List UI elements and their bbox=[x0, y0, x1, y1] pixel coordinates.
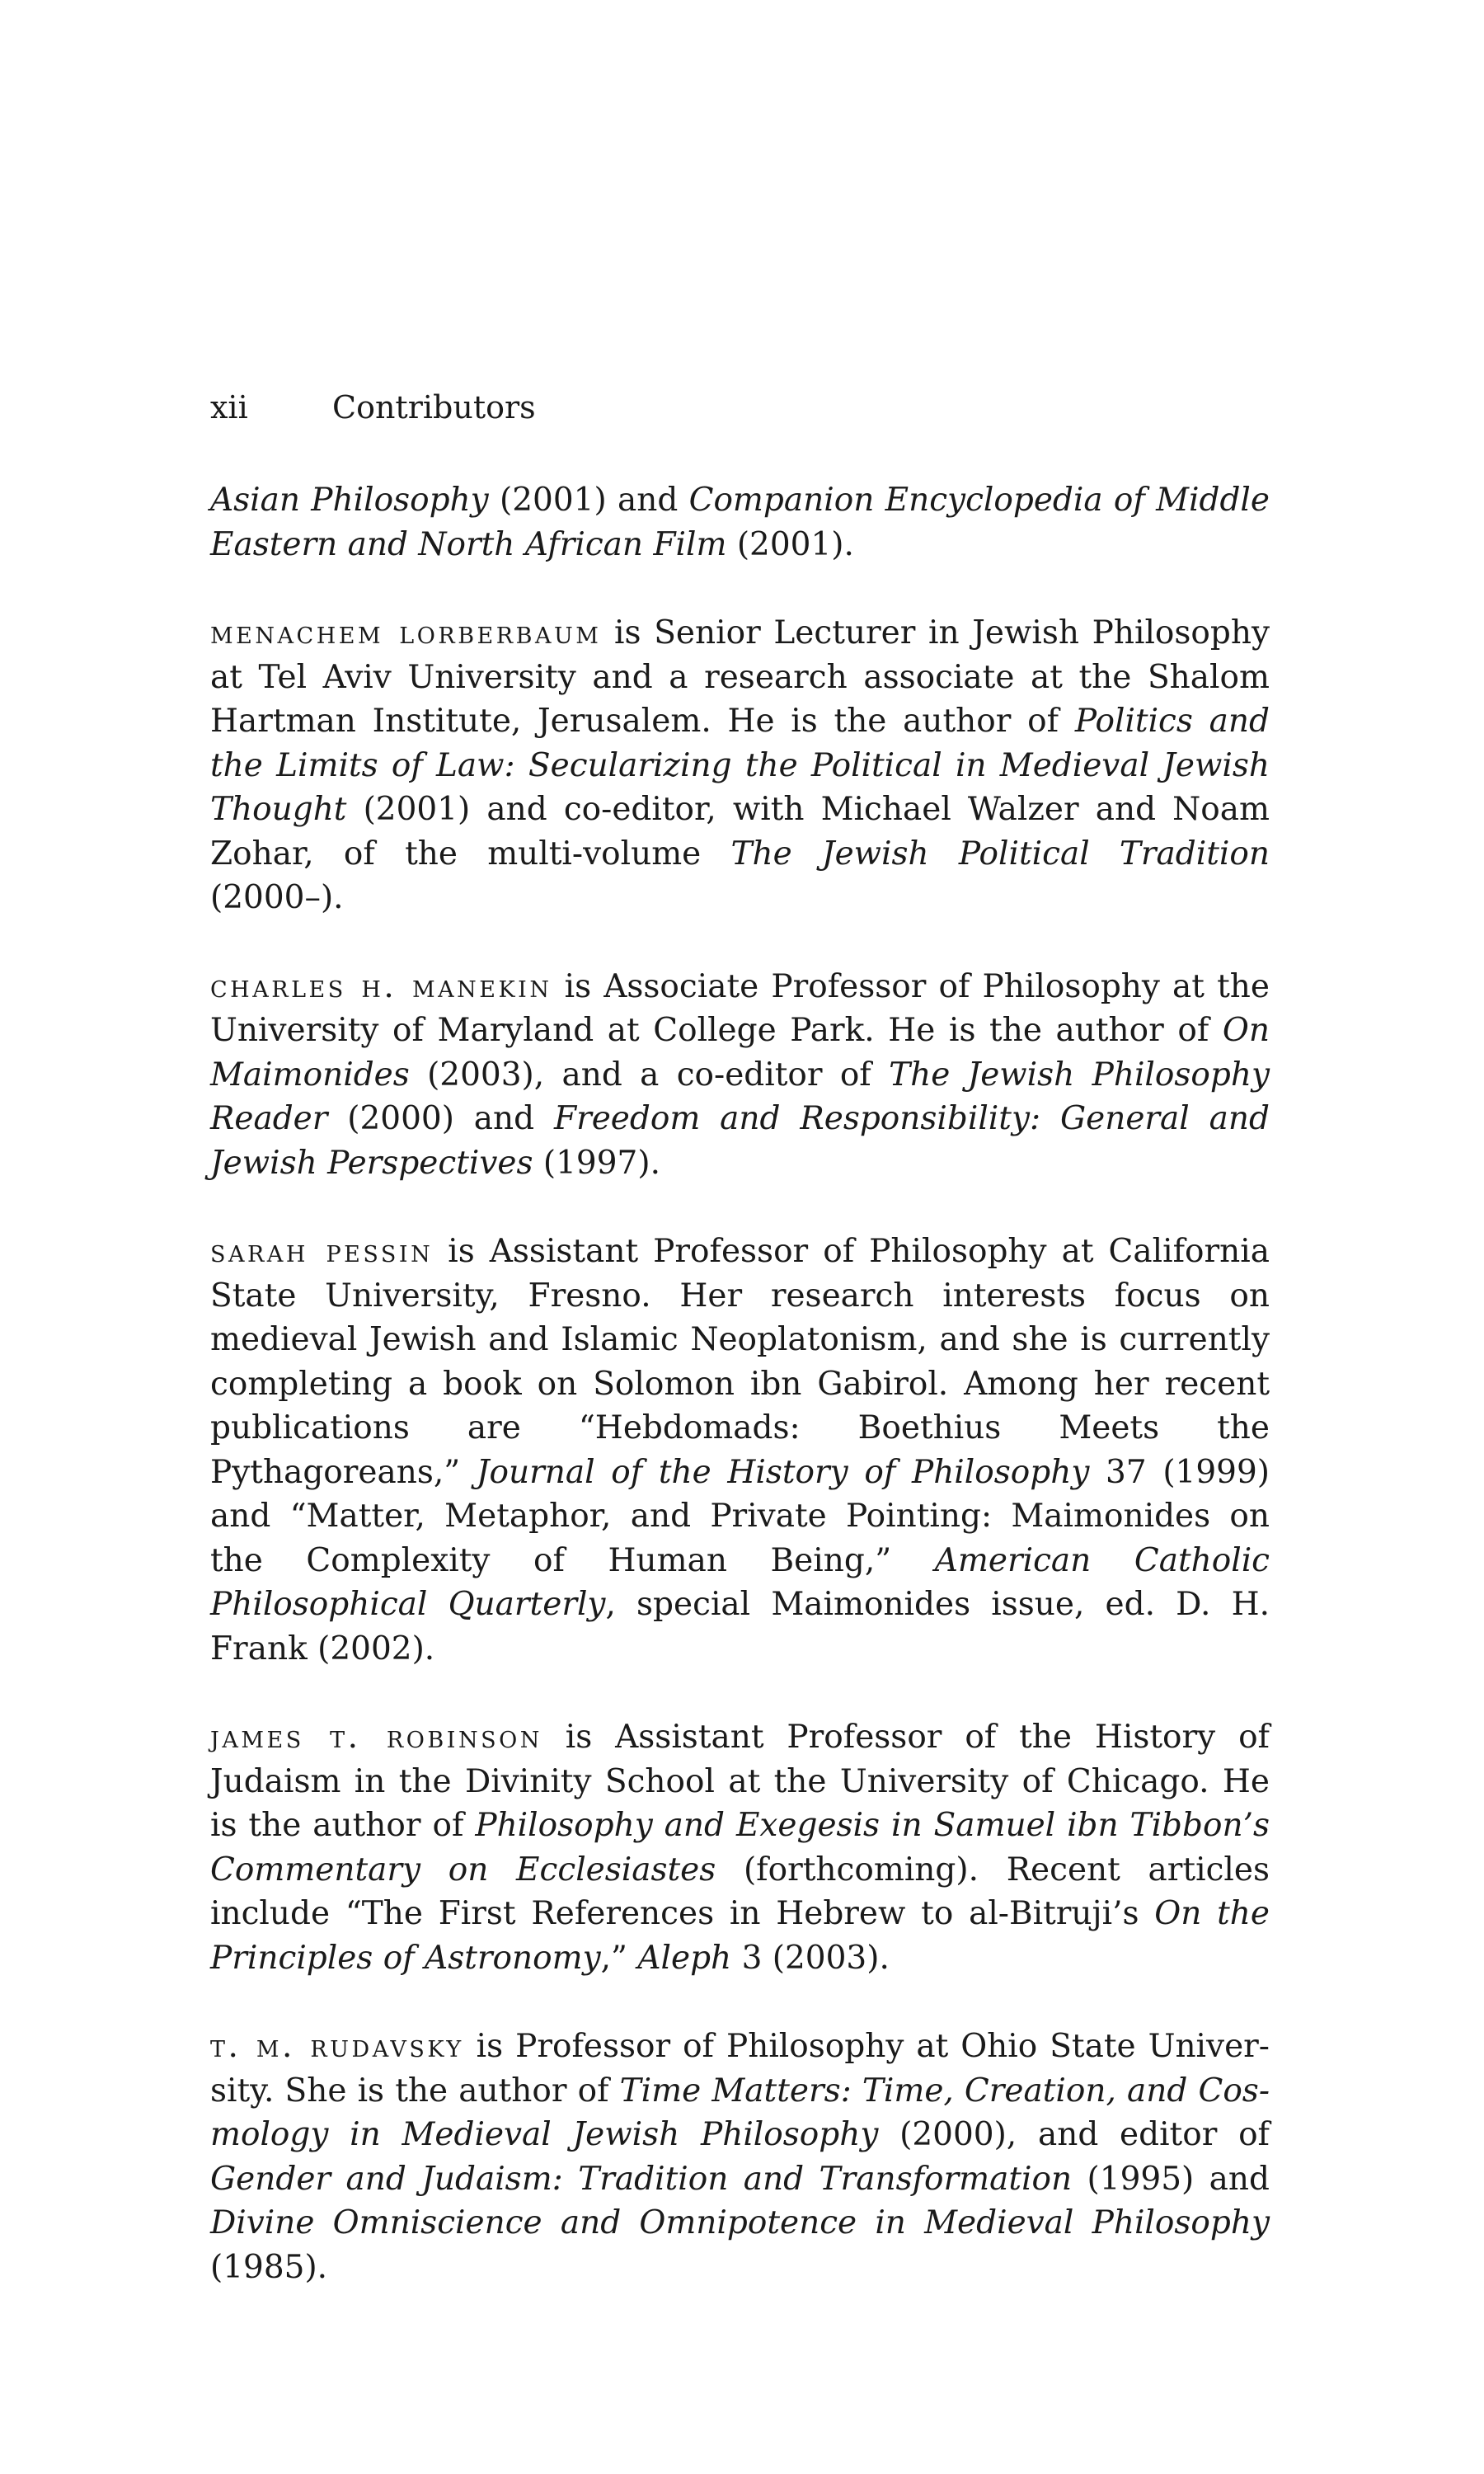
italic-title: On the Principles of Astronomy bbox=[210, 1895, 1270, 1977]
italic-title: Aleph bbox=[637, 1939, 732, 1977]
bio-text: (2001) and co-editor, with Michael Walzer and Noam Zohar, of the multi-volume bbox=[210, 791, 1270, 872]
bio-text: 37 (1999) and “Matter, Metaphor, and Private Pointing: Maimonides on the Complexity of Human Being,” bbox=[210, 1453, 1270, 1579]
bio-text: is Senior Lecturer in Jewish Philosophy at Tel Aviv University and a research associate at the Shalom Hartman Institute, Jerusalem. He is the author of bbox=[210, 614, 1270, 740]
italic-title: American Catholic Philosophical Quarterly bbox=[210, 1541, 1270, 1623]
bio-text: (forthcoming). Recent articles include “The First References in Hebrew to al-Bitruji’s bbox=[210, 1851, 1270, 1932]
page-content bbox=[210, 386, 1270, 2334]
bio-text: (2003), and a co-editor of bbox=[409, 1056, 890, 1094]
section-title: Contributors bbox=[332, 389, 536, 426]
contributor-name: menachem lorberbaum bbox=[210, 614, 602, 651]
contributor-name: sarah pessin bbox=[210, 1233, 434, 1270]
italic-title: Philosophy and Exegesis in Samuel ibn Tibbon’s Commentary on Ecclesiastes bbox=[210, 1807, 1270, 1888]
bio-text: 3 (2003). bbox=[731, 1939, 890, 1977]
bio-text: (2001) and bbox=[488, 482, 689, 519]
italic-title: Gender and Judaism: Tradition and Transformation bbox=[210, 2160, 1073, 2198]
bio-text: is Associate Professor of Philosophy at the University of Maryland at College Park. He is the author of bbox=[210, 967, 1270, 1049]
bio-text: (1995) and bbox=[1072, 2160, 1270, 2198]
bio-text: is Assistant Professor of the History of Judaism in the Divinity School at the University of Chicago. He is the author of bbox=[210, 1719, 1270, 1844]
contributor-list bbox=[210, 478, 1270, 2289]
italic-title: Journal of the History of Philosophy bbox=[476, 1453, 1090, 1491]
italic-title: The Jewish Political Tradition bbox=[730, 835, 1270, 872]
contributor-entry bbox=[210, 1715, 1270, 1980]
page-number: xii bbox=[210, 389, 248, 426]
bio-text: is Professor of Philosophy at Ohio State University. She is the author of bbox=[210, 2028, 1270, 2109]
contributor-name: charles h. manekin bbox=[210, 967, 552, 1005]
italic-title: Time Matters: Time, Creation, and Cosmology in Medieval Jewish Philosophy bbox=[210, 2072, 1270, 2153]
running-head bbox=[210, 386, 1270, 429]
italic-title: Asian Philosophy bbox=[210, 482, 489, 519]
bio-text: (2000) and bbox=[327, 1100, 555, 1137]
bio-text: (1997). bbox=[533, 1144, 660, 1182]
bio-text: (2000), and editor of bbox=[878, 2116, 1270, 2153]
bio-text: (2000–). bbox=[210, 879, 344, 916]
italic-title: The Jewish Philosophy Reader bbox=[210, 1056, 1270, 1137]
contributor-name: t. m. rudavsky bbox=[210, 2028, 464, 2065]
contributor-name: james t. robinson bbox=[210, 1719, 542, 1756]
italic-title: Freedom and Responsibility: General and Jewish Perspectives bbox=[210, 1100, 1270, 1182]
contributor-entry bbox=[210, 478, 1270, 567]
italic-title: On Maimonides bbox=[210, 1012, 1270, 1094]
bio-text: is Assistant Professor of Philosophy at California State University, Fresno. Her research interests focus on medieval Jewish and Islamic Neoplatonism, and she is currently completing a book on Solomon ibn Gabirol. Among her recent publications are “Hebdomads: Boethius Meets the Pythagoreans,” bbox=[210, 1233, 1270, 1491]
italic-title: Companion Encyclopedia of Middle Eastern and North African Film bbox=[210, 482, 1270, 563]
italic-title: Politics and the Limits of Law: Secularizing the Political in Medieval Jewish Thought bbox=[210, 703, 1270, 828]
contributor-entry bbox=[210, 2025, 1270, 2289]
contributor-entry bbox=[210, 611, 1270, 920]
bio-text: (1985). bbox=[210, 2248, 328, 2286]
bio-text: , special Maimonides issue, ed. D. H. Frank (2002). bbox=[210, 1586, 1270, 1667]
italic-title: Divine Omniscience and Omnipotence in Medieval Philosophy bbox=[210, 2204, 1270, 2241]
contributor-entry bbox=[210, 965, 1270, 1186]
bio-text: (2001). bbox=[726, 525, 854, 563]
contributor-entry bbox=[210, 1230, 1270, 1671]
bio-text: ,” bbox=[600, 1939, 638, 1977]
